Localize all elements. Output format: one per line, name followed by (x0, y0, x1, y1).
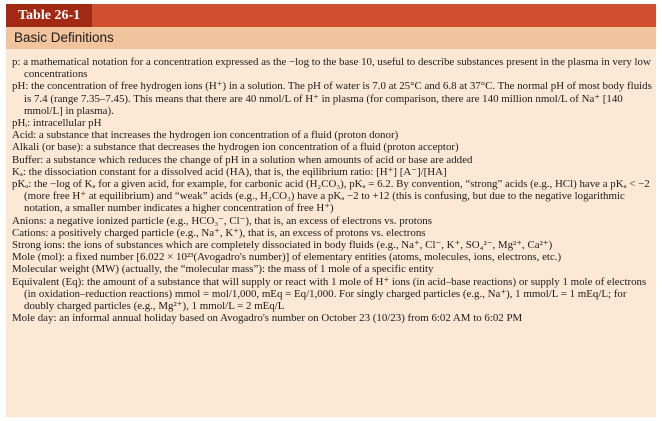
definition-molecular-weight (12, 263, 652, 275)
definition-text: : the ions of substances which are completely dissociated in body fluids (e.g., Na⁺, Cl⁻, K⁺, SO₄²⁻, Mg²⁺, Ca²⁺) (61, 239, 553, 252)
definition-text: : a substance that decreases the hydrogen ion concentration of a fluid (proton acceptor) (80, 141, 459, 154)
definition-term: p (12, 56, 18, 68)
definition-text: : the dissociation constant for a dissolved acid (HA), that is, the eqilibrium ratio: [H⁺] [A⁻]/[HA] (22, 165, 447, 178)
definition-p (12, 56, 652, 80)
definitions-panel (6, 49, 656, 417)
definition-ph (12, 80, 652, 117)
definition-text: : a fixed number [6.022 × 10²³(Avogadro's number)] of elementary entities (atoms, molecules, ions, electrons, etc.) (61, 251, 562, 264)
definitions-list (12, 56, 652, 324)
definition-term: Molecular weight (MW) (12, 263, 120, 276)
definition-term: Mole (mol) (12, 251, 62, 264)
definition-anions (12, 215, 652, 227)
table-title-bar (6, 27, 656, 49)
definition-buffer (12, 154, 652, 166)
definition-mole (12, 251, 652, 263)
definition-term: Cations (12, 226, 46, 239)
definition-text: : the amount of a substance that will supply or react with 1 mole of H⁺ ions (in acid–base reactions) or supply 1 mole of electrons (in oxidation–reduction reactions) mmol = mol/1,000, mEq = Eq/1,000. For singly charged particles (e.g., Na⁺), 1 mmol/L = 1 mEq/L; for doubly charged particles (e.g., Mg²⁺), 1 mmol/L = 2 mEq/L (24, 275, 647, 313)
definition-ka (12, 166, 652, 178)
definition-term: Buffer (12, 153, 41, 166)
definition-alkali (12, 141, 652, 153)
definition-text: : a positively charged particle (e.g., Na⁺, K⁺), that is, an excess of protons vs. electrons (45, 226, 426, 239)
definition-cations (12, 227, 652, 239)
definition-text: : intracellular pH (27, 117, 102, 130)
definition-text: : the −log of Kₐ for a given acid, for example, for carbonic acid (H₂CO₃), pKₐ = 6.2. By convention, “strong” acids (e.g., HCl) have a pKₐ < −2 (more free H⁺ at equilibrium) and “weak” acids (e.g., H₂CO₃) have a pKₐ −2 to +12 (this is confusing, but due to the negative logarithmic notation, a smaller number indicates a higher concentration of free H⁺) (24, 178, 650, 215)
definition-text: : a substance that increases the hydrogen ion concentration of a fluid (proton donor) (33, 129, 399, 142)
definition-term: Mole day (12, 312, 54, 325)
definition-term: Alkali (or base) (12, 141, 81, 154)
definition-term: Kₐ (12, 165, 23, 178)
definition-acid (12, 129, 652, 141)
definition-text: : a negative ionized particle (e.g., HCO₃⁻, Cl⁻), that is, an excess of electrons vs. protons (43, 214, 432, 227)
definition-text: : an informal annual holiday based on Avogadro's number on October 23 (10/23) from 6:02 AM to 6:02 PM (53, 312, 523, 325)
definition-text: : the concentration of free hydrogen ions (H⁺) in a solution. The pH of water is 7.0 at 25°C and 6.8 at 37°C. The normal pH of most body fluids is 7.4 (range 7.35–7.45). This means that there are 40 nmol/L of H⁺ in plasma (for comparison, there are 140 million nmol/L of Na⁺ [140 mmol/L] in plasma). (24, 80, 652, 117)
definition-term: Equivalent (Eq) (12, 275, 82, 288)
definition-strong-ions (12, 239, 652, 251)
definition-term: Acid (12, 129, 34, 142)
definition-term: pHᵢ (12, 117, 28, 130)
definition-text: : a mathematical notation for a concentration expressed as the −log to the base 10, useful to describe substances present in the plasma in very low concentrations (17, 56, 651, 81)
definition-term: pH (12, 80, 26, 93)
definition-phi (12, 117, 652, 129)
definition-equivalent (12, 276, 652, 313)
definition-pka (12, 178, 652, 215)
table-label: Table 26-1 (6, 4, 92, 27)
definition-term: pKₐ (12, 178, 29, 191)
table-header-bar (6, 4, 656, 27)
definition-term: Strong ions (12, 239, 62, 252)
definition-mole-day (12, 312, 652, 324)
definition-text: (actually, the “molecular mass”): the mass of 1 mole of a specific entity (119, 263, 434, 276)
definition-text: : a substance which reduces the change of pH in a solution when amounts of acid or base are added (40, 153, 473, 166)
definition-term: Anions (12, 214, 44, 227)
table-title: Basic Definitions (14, 30, 114, 45)
